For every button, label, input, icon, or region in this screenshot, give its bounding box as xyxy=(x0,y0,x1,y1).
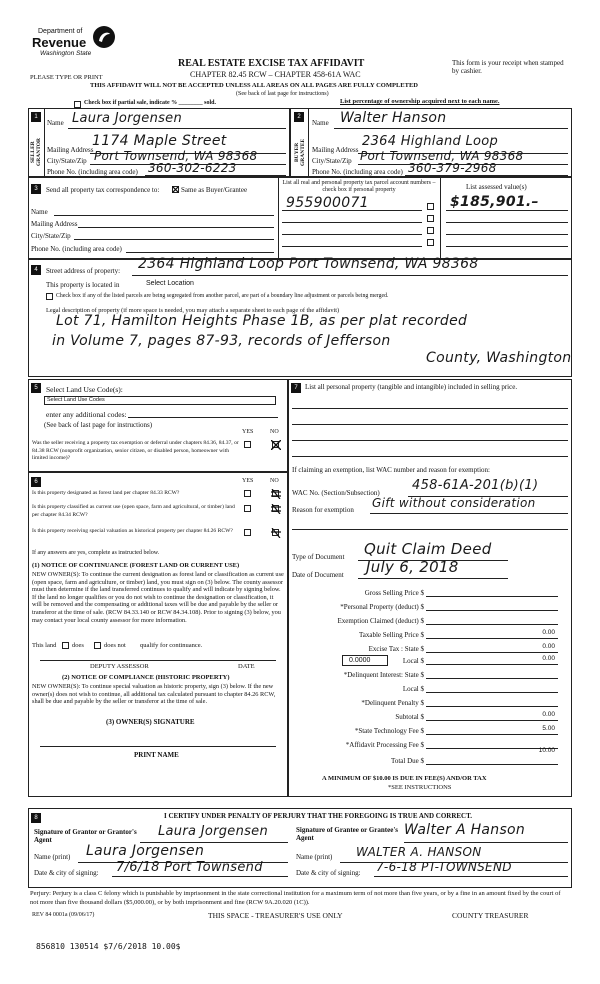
land-use-select-value: Select Land Use Codes xyxy=(47,397,105,403)
row-total-label: Total Due $ xyxy=(391,757,424,765)
cashier-stamp: 856810 130514 $7/6/2018 10.00$ xyxy=(36,942,181,951)
s6-yes: YES xyxy=(242,478,254,484)
logo-state: Washington State xyxy=(40,50,92,57)
current-use-question: Is this property classified as current use (open space, farm and agricultural, or timber) land per chapter 84.34 RCW? xyxy=(32,504,235,518)
notice2-title: (2) NOTICE OF COMPLIANCE (HISTORIC PROPERTY) xyxy=(62,674,230,681)
section-6-number: 6 xyxy=(31,477,41,487)
deputy-assessor-label: DEPUTY ASSESSOR xyxy=(90,663,149,670)
seller-phone[interactable]: 360-302-6223 xyxy=(148,161,237,175)
this-land-label: This land xyxy=(32,642,57,649)
current-use-no-checkbox[interactable] xyxy=(272,505,279,512)
seller-city[interactable]: Port Townsend, WA 98368 xyxy=(94,149,258,163)
section-5-number: 5 xyxy=(31,383,41,393)
section-7-number: 7 xyxy=(291,383,301,393)
buyer-phone-label: Phone No. (including area code) xyxy=(312,168,403,176)
form-title: REAL ESTATE EXCISE TAX AFFIDAVIT xyxy=(178,58,365,69)
dor-logo xyxy=(30,25,125,65)
historic-yes-checkbox[interactable] xyxy=(244,529,251,536)
s3-mailing-label: Mailing Address xyxy=(31,220,78,228)
ownership-label: List percentage of ownership acquired next to each name. xyxy=(340,98,500,105)
see-back-header: (See back of last page for instructions) xyxy=(236,91,329,97)
local-rate-value: 0.0000 xyxy=(349,657,371,664)
parcel-3-personal-checkbox[interactable] xyxy=(427,227,434,234)
doc-date[interactable]: July 6, 2018 xyxy=(366,558,459,576)
row-excise-state-label: Excise Tax : State $ xyxy=(368,645,424,653)
seller-side-label: SELLER GRANTOR xyxy=(30,138,42,167)
forest-no-checkbox[interactable] xyxy=(272,490,279,497)
grantee-date-city[interactable]: 7-6-18 PT-TOWNSEND xyxy=(376,860,512,874)
land-does-not-checkbox[interactable] xyxy=(94,642,101,649)
land-does-checkbox[interactable] xyxy=(62,642,69,649)
row-personal-label: *Personal Property (deduct) $ xyxy=(340,603,424,611)
rev-number: REV 84 0001a (09/06/17) xyxy=(32,912,95,918)
same-as-buyer-label: Same as Buyer/Grantee xyxy=(181,186,248,194)
buyer-mailing-label: Mailing Address xyxy=(312,146,359,154)
buyer-side-label: BUYER GRANTEE xyxy=(294,138,306,166)
s5-yes-checkbox[interactable] xyxy=(244,441,251,448)
grantee-print-label: Name (print) xyxy=(296,853,333,861)
buyer-mailing[interactable]: 2364 Highland Loop xyxy=(362,134,499,149)
partial-sale-checkbox[interactable] xyxy=(74,101,81,108)
parcel-2-personal-checkbox[interactable] xyxy=(427,215,434,222)
s5-yes: YES xyxy=(242,429,254,435)
doc-type-label: Type of Document xyxy=(292,553,345,561)
legal-desc-line2[interactable]: in Volume 7, pages 87-93, records of Jefferson xyxy=(52,333,391,349)
local-rate-box[interactable] xyxy=(342,655,388,666)
certify-statement: I CERTIFY UNDER PENALTY OF PERJURY THAT THE FOREGOING IS TRUE AND CORRECT. xyxy=(164,812,473,820)
seller-name-label: Name xyxy=(47,119,64,127)
notice1-title: (1) NOTICE OF CONTINUANCE (FOREST LAND OR CURRENT USE) xyxy=(32,562,240,569)
seller-phone-label: Phone No. (including area code) xyxy=(47,168,138,176)
exemption-reason[interactable]: Gift without consideration xyxy=(372,496,536,510)
s5-see-back: (See back of last page for instructions) xyxy=(44,421,153,429)
grantor-date-city[interactable]: 7/6/18 Port Townsend xyxy=(116,860,263,875)
segregated-checkbox[interactable] xyxy=(46,293,53,300)
form-chapter: CHAPTER 82.45 RCW – CHAPTER 458-61A WAC xyxy=(190,70,361,79)
parcel-1-personal-checkbox[interactable] xyxy=(427,203,434,210)
grantor-print-label: Name (print) xyxy=(34,853,71,861)
perjury-note: Perjury: Perjury is a class C felony which is punishable by imprisonment in the state correctional institution for a maximum term of not more than five years, or by a fine in an amount fixed by the court of not more than five thousand dollars ($5,000.00), or by both imprisonment and fine (RCW 9A.20.020 (1C)). xyxy=(30,890,561,906)
personal-property-label: List all personal property (tangible and intangible) included in selling price. xyxy=(305,383,518,391)
form-warning: THIS AFFIDAVIT WILL NOT BE ACCEPTED UNLESS ALL AREAS ON ALL PAGES ARE FULLY COMPLETED xyxy=(90,82,418,89)
section-6-box xyxy=(28,472,288,797)
s3-name-label: Name xyxy=(31,208,48,216)
parcel-4-personal-checkbox[interactable] xyxy=(427,239,434,246)
land-use-label: Select Land Use Code(s): xyxy=(46,385,123,394)
same-as-buyer-checkbox[interactable] xyxy=(172,186,179,193)
treasurer-use-only: THIS SPACE - TREASURER'S USE ONLY xyxy=(208,911,343,920)
s3-city-label: City/State/Zip xyxy=(31,232,71,240)
doc-type[interactable]: Quit Claim Deed xyxy=(364,540,492,558)
row-excise-local-value[interactable]: 0.00 xyxy=(542,655,555,662)
buyer-city[interactable]: Port Townsend, WA 98368 xyxy=(360,149,524,163)
assessed-header: List assessed value(s) xyxy=(466,183,527,191)
assessed-value[interactable]: $185,901.– xyxy=(450,194,539,210)
forest-question: Is this property designated as forest land per chapter 84.33 RCW? xyxy=(32,490,180,496)
notice2-body: NEW OWNER(S): To continue special valuation as historic property, sign (3) below. If the new owner(s) does not wish to continue, all additional tax calculated pursuant to chapter 84.26 RCW, shall be due and payable by the seller or transferor at the time of sale. xyxy=(32,683,276,706)
logo-dept: Department of xyxy=(38,28,83,35)
county-treasurer: COUNTY TREASURER xyxy=(452,911,529,920)
grantee-date-city-label: Date & city of signing: xyxy=(296,869,361,877)
s5-no-checkbox[interactable] xyxy=(272,441,279,448)
row-delinq-local-label: Local $ xyxy=(402,685,424,693)
section-2-number: 2 xyxy=(294,112,304,122)
segregated-label: Check box if any of the listed parcels are being segregated from another parcel, are part of a boundary line adjustment or parcels being merged. xyxy=(56,293,389,299)
parcel-number[interactable]: 955900071 xyxy=(286,195,369,211)
see-instructions-note: *SEE INSTRUCTIONS xyxy=(388,784,452,791)
location-select[interactable]: Select Location xyxy=(146,280,194,287)
grantor-print-name[interactable]: Laura Jorgensen xyxy=(86,843,205,859)
print-name-label: PRINT NAME xyxy=(134,751,179,759)
row-excise-local-label: Local $ xyxy=(402,657,424,665)
row-subtotal-value[interactable]: 0.00 xyxy=(542,711,555,718)
grantor-date-city-label: Date & city of signing: xyxy=(34,869,99,877)
grantee-print-name[interactable]: WALTER A. HANSON xyxy=(356,845,482,859)
seller-city-label: City/State/Zip xyxy=(47,157,87,165)
seller-name[interactable]: Laura Jorgensen xyxy=(72,111,183,126)
located-label: This property is located in xyxy=(46,281,120,289)
send-correspondence-label: Send all property tax correspondence to: xyxy=(46,186,160,194)
row-delinq-state-label: *Delinquent Interest: State $ xyxy=(343,671,424,679)
s3-phone-label: Phone No. (including area code) xyxy=(31,245,122,253)
owner-signature-label: (3) OWNER(S) SIGNATURE xyxy=(106,718,195,726)
buyer-city-label: City/State/Zip xyxy=(312,157,352,165)
buyer-phone[interactable]: 360-379-2968 xyxy=(408,161,497,175)
check-x-icon xyxy=(172,186,179,193)
row-processing-fee-label: *Affidavit Processing Fee $ xyxy=(345,741,424,749)
please-type: PLEASE TYPE OR PRINT xyxy=(30,74,103,81)
street-address[interactable]: 2364 Highland Loop Port Townsend, WA 98368 xyxy=(138,256,479,272)
row-taxable-label: Taxable Selling Price $ xyxy=(358,631,424,639)
partial-sale-label: Check box if partial sale, indicate % ________ sold. xyxy=(84,100,217,106)
additional-codes-label: enter any additional codes: xyxy=(46,410,127,419)
check-x-icon xyxy=(271,440,281,450)
section-1-number: 1 xyxy=(31,112,41,122)
buyer-name[interactable]: Walter Hanson xyxy=(340,110,447,126)
street-label: Street address of property: xyxy=(46,267,121,275)
row-tech-fee-value[interactable]: 5.00 xyxy=(542,725,555,732)
row-subtotal-label: Subtotal $ xyxy=(395,713,424,721)
current-use-yes-checkbox[interactable] xyxy=(244,505,251,512)
section-3-number: 3 xyxy=(31,184,41,194)
s5-no: NO xyxy=(270,429,279,435)
logo-revenue: Revenue xyxy=(32,35,87,50)
land-does-label: does xyxy=(72,642,84,649)
forest-yes-checkbox[interactable] xyxy=(244,490,251,497)
row-excise-state-value[interactable]: 0.00 xyxy=(542,643,555,650)
grantee-signature[interactable]: Walter A Hanson xyxy=(404,822,526,838)
minimum-due-note: A MINIMUM OF $10.00 IS DUE IN FEE(S) AND/OR TAX xyxy=(322,775,487,782)
parcel-header: List all real and personal property tax parcel account numbers – check box if personal property xyxy=(282,180,436,193)
wac-number[interactable]: 458-61A-201(b)(1) xyxy=(412,478,539,493)
check-x-icon xyxy=(271,528,281,538)
land-use-select[interactable] xyxy=(44,396,276,405)
check-x-icon xyxy=(271,489,281,499)
check-x-icon xyxy=(271,504,281,514)
grantor-sig-label: Signature of Grantor or Grantor's Agent xyxy=(34,828,137,844)
legal-desc-label: Legal description of property (if more space is needed, you may attach a separate sheet to each page of the affidavit) xyxy=(46,307,340,314)
grantee-sig-label: Signature of Grantee or Grantee's Agent xyxy=(296,826,399,842)
row-gross-label: Gross Selling Price $ xyxy=(364,589,424,597)
legal-desc-line1[interactable]: Lot 71, Hamilton Heights Phase 1B, as per plat recorded xyxy=(56,313,468,329)
wa-seal-icon xyxy=(92,25,116,49)
historic-no-checkbox[interactable] xyxy=(272,529,279,536)
doc-date-label: Date of Document xyxy=(292,571,344,579)
row-taxable-value[interactable]: 0.00 xyxy=(542,629,555,636)
row-total-value[interactable]: 10.00 xyxy=(538,747,555,754)
seller-mailing-label: Mailing Address xyxy=(47,146,94,154)
section-8-number: 8 xyxy=(31,813,41,823)
s6-no: NO xyxy=(270,478,279,484)
notice1-body: NEW OWNER(S): To continue the current designation as forest land or classification as current use (open space, farm and agriculture, or timber) land, you must sign on (3) below. The county assessor must then determine if the land transferred continues to qualify and will indicate by signing below. If the land no longer qualifies or you do not wish to continue the designation or classification, it will be removed and the compensating or additional taxes will be due and payable by the seller or transferor at the time of sale. (RCW 84.33.140 or RCW 84.34.108). Prior to signing (3) below, you may contact your local county assessor for more information. xyxy=(32,571,284,624)
receipt-note: This form is your receipt when stamped by cashier. xyxy=(452,59,564,75)
row-penalty-label: *Delinquent Penalty $ xyxy=(361,699,424,707)
historic-question: Is this property receiving special valuation as historical property per chapter 84.26 RCW? xyxy=(32,528,233,534)
section-4-number: 4 xyxy=(31,265,41,275)
reason-label: Reason for exemption xyxy=(292,506,354,514)
row-exemption-label: Exemption Claimed (deduct) $ xyxy=(337,617,424,625)
qualify-label: qualify for continuance. xyxy=(140,642,203,649)
row-tech-fee-label: *State Technology Fee $ xyxy=(354,727,424,735)
exemption-question: Was the seller receiving a property tax exemption or deferral under chapters 84.36, 84.37, or 84.38 RCW (nonprofit organization, senior citizen, or disabled person, homeowner with limited income)? xyxy=(32,440,239,461)
legal-desc-line3[interactable]: County, Washington xyxy=(426,350,572,366)
if-yes-note: If any answers are yes, complete as instructed below. xyxy=(32,550,160,556)
buyer-name-label: Name xyxy=(312,119,329,127)
deputy-date-label: DATE xyxy=(238,663,255,670)
grantor-signature[interactable]: Laura Jorgensen xyxy=(158,824,269,839)
land-does-not-label: does not xyxy=(104,642,126,649)
seller-mailing[interactable]: 1174 Maple Street xyxy=(92,133,227,149)
exemption-claim-label: If claiming an exemption, list WAC number and reason for exemption: xyxy=(292,466,490,474)
wac-label: WAC No. (Section/Subsection) xyxy=(292,489,380,497)
